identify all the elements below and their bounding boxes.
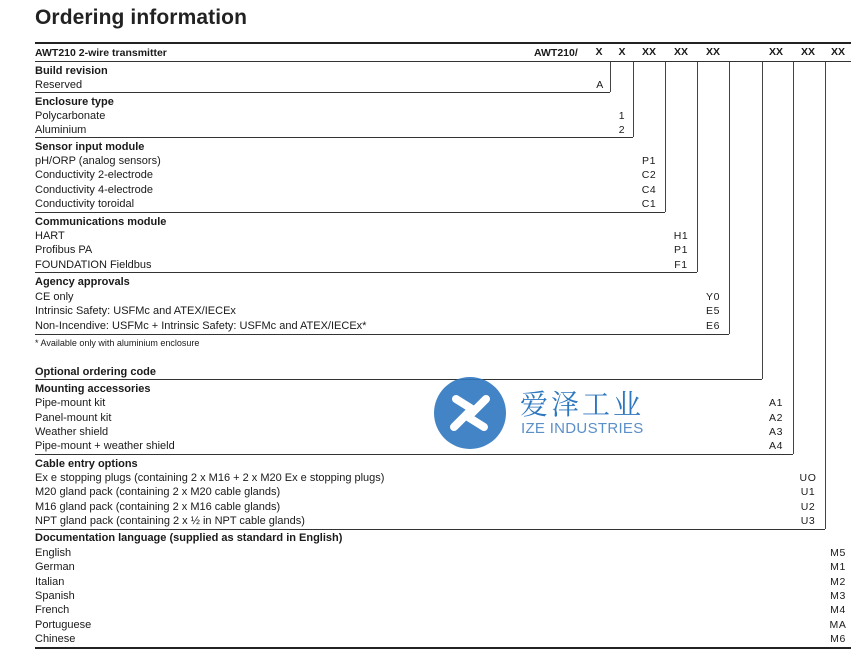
- option-label: French: [35, 604, 70, 616]
- section-title: Agency approvals: [35, 276, 130, 288]
- connector-sensor: [665, 62, 666, 212]
- option-label: Pipe-mount + weather shield: [35, 440, 175, 452]
- connector-cable: [825, 62, 826, 529]
- option-label: Profibus PA: [35, 244, 93, 256]
- option-code: M4: [830, 604, 846, 616]
- option-code: A: [596, 79, 604, 91]
- option-label: Spanish: [35, 590, 75, 602]
- slot-sensor: XX: [641, 46, 656, 58]
- option-code: A1: [768, 397, 784, 409]
- option-label: FOUNDATION Fieldbus: [35, 259, 152, 271]
- watermark-text-en: IZE INDUSTRIES: [521, 420, 644, 437]
- option-label: Weather shield: [35, 426, 109, 438]
- slot-comms: XX: [673, 46, 688, 58]
- option-label: NPT gland pack (containing 2 x ½ in NPT cable glands): [35, 515, 305, 527]
- option-label: Intrinsic Safety: USFMc and ATEX/IECEx: [35, 305, 236, 317]
- option-label: Aluminium: [35, 124, 87, 136]
- sep-sensor: [35, 212, 665, 213]
- slot-build: X: [595, 46, 603, 58]
- option-label: HART: [35, 230, 65, 242]
- option-label: pH/ORP (analog sensors): [35, 155, 161, 167]
- section-title: Communications module: [35, 216, 167, 228]
- option-label: Panel-mount kit: [35, 412, 112, 424]
- sep-build: [35, 92, 610, 93]
- option-label: Conductivity 4-electrode: [35, 184, 154, 196]
- option-code: E6: [705, 320, 721, 332]
- option-code: M2: [830, 576, 846, 588]
- connector-mounting: [793, 62, 794, 454]
- section-title: Sensor input module: [35, 141, 145, 153]
- option-label: Portuguese: [35, 619, 92, 631]
- section-title: Mounting accessories: [35, 383, 151, 395]
- option-code: Y0: [705, 291, 721, 303]
- option-code: E5: [705, 305, 721, 317]
- section-title: Cable entry options: [35, 458, 138, 470]
- option-label: Italian: [35, 576, 65, 588]
- section-title: Optional ordering code: [35, 366, 157, 378]
- option-code: 2: [618, 124, 626, 136]
- option-code: C4: [641, 184, 657, 196]
- page-title: Ordering information: [35, 6, 247, 29]
- connector-agency: [729, 62, 730, 334]
- option-code: H1: [673, 230, 689, 242]
- option-label: Pipe-mount kit: [35, 397, 106, 409]
- slot-cable: XX: [800, 46, 815, 58]
- footnote: * Available only with aluminium enclosure: [35, 338, 200, 348]
- sep-comms: [35, 272, 697, 273]
- slot-enclosure: X: [618, 46, 626, 58]
- option-label: Chinese: [35, 633, 76, 645]
- option-label: German: [35, 561, 75, 573]
- sep-enclosure: [35, 137, 633, 138]
- option-label: M16 gland pack (containing 2 x M16 cable glands): [35, 501, 281, 513]
- option-code: M5: [830, 547, 846, 559]
- product-name: AWT210 2-wire transmitter: [35, 47, 167, 59]
- option-label: Conductivity 2-electrode: [35, 169, 154, 181]
- bottom-rule: [35, 647, 851, 649]
- slot-docs: XX: [830, 46, 845, 58]
- option-label: English: [35, 547, 72, 559]
- option-label: Polycarbonate: [35, 110, 106, 122]
- option-code: 1: [618, 110, 626, 122]
- option-label: Reserved: [35, 79, 83, 91]
- option-code: U1: [800, 486, 816, 498]
- connector-optional: [762, 62, 763, 379]
- connector-comms: [697, 62, 698, 272]
- option-code: UO: [799, 472, 817, 484]
- sep-agency: [35, 334, 729, 335]
- sep-optional: [35, 379, 762, 380]
- option-code: U2: [800, 501, 816, 513]
- watermark-logo-icon: [432, 375, 508, 451]
- option-code: U3: [800, 515, 816, 527]
- slot-mounting: XX: [768, 46, 783, 58]
- code-prefix: AWT210/: [534, 47, 578, 59]
- option-code: A3: [768, 426, 784, 438]
- section-title: Documentation language (supplied as standard in English): [35, 532, 343, 544]
- slot-agency: XX: [705, 46, 720, 58]
- section-title: Enclosure type: [35, 96, 114, 108]
- option-code: M1: [830, 561, 846, 573]
- sep-cable: [35, 529, 825, 530]
- option-code: MA: [829, 619, 847, 631]
- option-label: M20 gland pack (containing 2 x M20 cable glands): [35, 486, 281, 498]
- sep-mounting: [35, 454, 793, 455]
- option-code: A2: [768, 412, 784, 424]
- option-code: C2: [641, 169, 657, 181]
- option-code: A4: [768, 440, 784, 452]
- option-code: M6: [830, 633, 846, 645]
- option-label: Ex e stopping plugs (containing 2 x M16 + 2 x M20 Ex e stopping plugs): [35, 472, 385, 484]
- option-label: Conductivity toroidal: [35, 198, 135, 210]
- watermark-text-cn: 爱泽工业: [520, 388, 645, 421]
- option-code: F1: [674, 259, 688, 271]
- option-code: P1: [641, 155, 657, 167]
- option-code: C1: [641, 198, 657, 210]
- option-code: P1: [673, 244, 689, 256]
- top-rule: [35, 42, 851, 44]
- option-label: CE only: [35, 291, 74, 303]
- section-title: Build revision: [35, 65, 108, 77]
- option-label: Non-Incendive: USFMc + Intrinsic Safety: USFMc and ATEX/IECEx*: [35, 320, 367, 332]
- option-code: M3: [830, 590, 846, 602]
